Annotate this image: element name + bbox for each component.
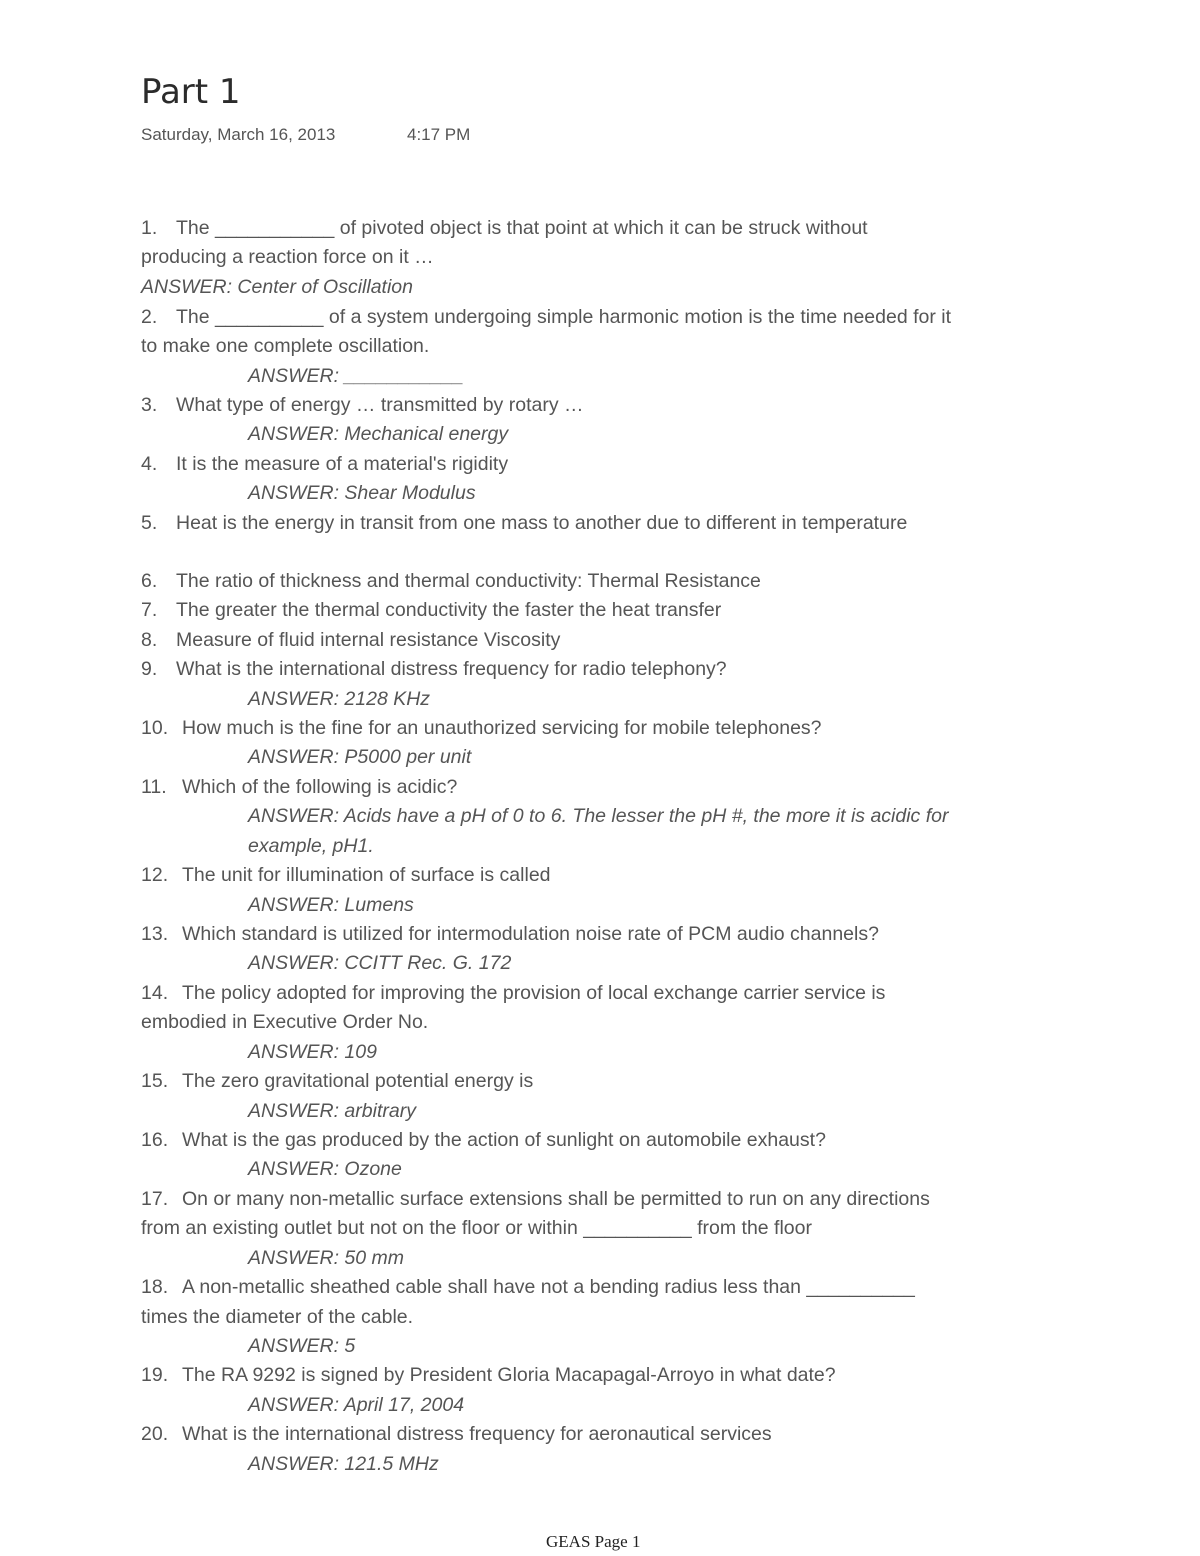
question-11: 11. Which of the following is acidic? [141, 776, 458, 798]
question-1-cont: producing a reaction force on it … [141, 246, 434, 268]
question-17-cont: from an existing outlet but not on the floor or within __________ from the floor [141, 1217, 812, 1239]
question-20: 20. What is the international distress frequency for aeronautical services [141, 1423, 772, 1445]
question-2-cont: to make one complete oscillation. [141, 335, 430, 357]
question-9: 9. What is the international distress frequency for radio telephony? [141, 658, 727, 680]
answer-20: ANSWER: 121.5 MHz [248, 1453, 439, 1475]
page-time: 4:17 PM [407, 125, 471, 144]
answer-9: ANSWER: 2128 KHz [248, 688, 431, 710]
answer-4: ANSWER: Shear Modulus [248, 482, 476, 504]
question-18: 18. A non-metallic sheathed cable shall have not a bending radius less than __________ [141, 1276, 915, 1298]
answer-3: ANSWER: Mechanical energy [248, 423, 509, 445]
question-15: 15. The zero gravitational potential energy is [141, 1070, 534, 1092]
question-13: 13. Which standard is utilized for intermodulation noise rate of PCM audio channels? [141, 923, 879, 945]
question-2: 2. The __________ of a system undergoing simple harmonic motion is the time needed for it [141, 306, 952, 328]
question-1: 1. The ___________ of pivoted object is that point at which it can be struck without [141, 217, 868, 239]
page-date: Saturday, March 16, 2013 [141, 125, 336, 144]
question-6: 6. The ratio of thickness and thermal conductivity: Thermal Resistance [141, 570, 761, 592]
question-3: 3. What type of energy … transmitted by rotary … [141, 394, 584, 416]
question-14-cont: embodied in Executive Order No. [141, 1011, 429, 1033]
page-meta [141, 125, 471, 145]
question-5: 5. Heat is the energy in transit from one mass to another due to different in temperature [141, 512, 908, 534]
answer-19: ANSWER: April 17, 2004 [248, 1394, 465, 1416]
answer-14: ANSWER: 109 [248, 1041, 377, 1063]
answer-16: ANSWER: Ozone [248, 1158, 402, 1180]
answer-13: ANSWER: CCITT Rec. G. 172 [248, 952, 512, 974]
question-7: 7. The greater the thermal conductivity the faster the heat transfer [141, 599, 722, 621]
answer-15: ANSWER: arbitrary [248, 1100, 416, 1122]
question-17: 17. On or many non-metallic surface extensions shall be permitted to run on any directions [141, 1188, 930, 1210]
answer-2: ANSWER: ___________ [248, 365, 464, 387]
question-19: 19. The RA 9292 is signed by President Gloria Macapagal-Arroyo in what date? [141, 1364, 836, 1386]
question-14: 14. The policy adopted for improving the provision of local exchange carrier service is [141, 982, 886, 1004]
answer-10: ANSWER: P5000 per unit [248, 746, 472, 768]
page-title: Part 1 [141, 72, 241, 112]
question-10: 10. How much is the fine for an unauthorized servicing for mobile telephones? [141, 717, 822, 739]
answer-18: ANSWER: 5 [248, 1335, 356, 1357]
answer-17: ANSWER: 50 mm [248, 1247, 405, 1269]
question-4: 4. It is the measure of a material's rigidity [141, 453, 509, 475]
question-16: 16. What is the gas produced by the action of sunlight on automobile exhaust? [141, 1129, 826, 1151]
question-8: 8. Measure of fluid internal resistance Viscosity [141, 629, 561, 651]
answer-11: ANSWER: Acids have a pH of 0 to 6. The lesser the pH #, the more it is acidic for [248, 805, 949, 827]
question-18-cont: times the diameter of the cable. [141, 1306, 414, 1328]
answer-1: ANSWER: Center of Oscillation [141, 276, 414, 298]
answer-12: ANSWER: Lumens [248, 894, 414, 916]
answer-11-cont: example, pH1. [248, 835, 374, 857]
page-footer: GEAS Page 1 [546, 1532, 641, 1551]
question-12: 12. The unit for illumination of surface is called [141, 864, 551, 886]
